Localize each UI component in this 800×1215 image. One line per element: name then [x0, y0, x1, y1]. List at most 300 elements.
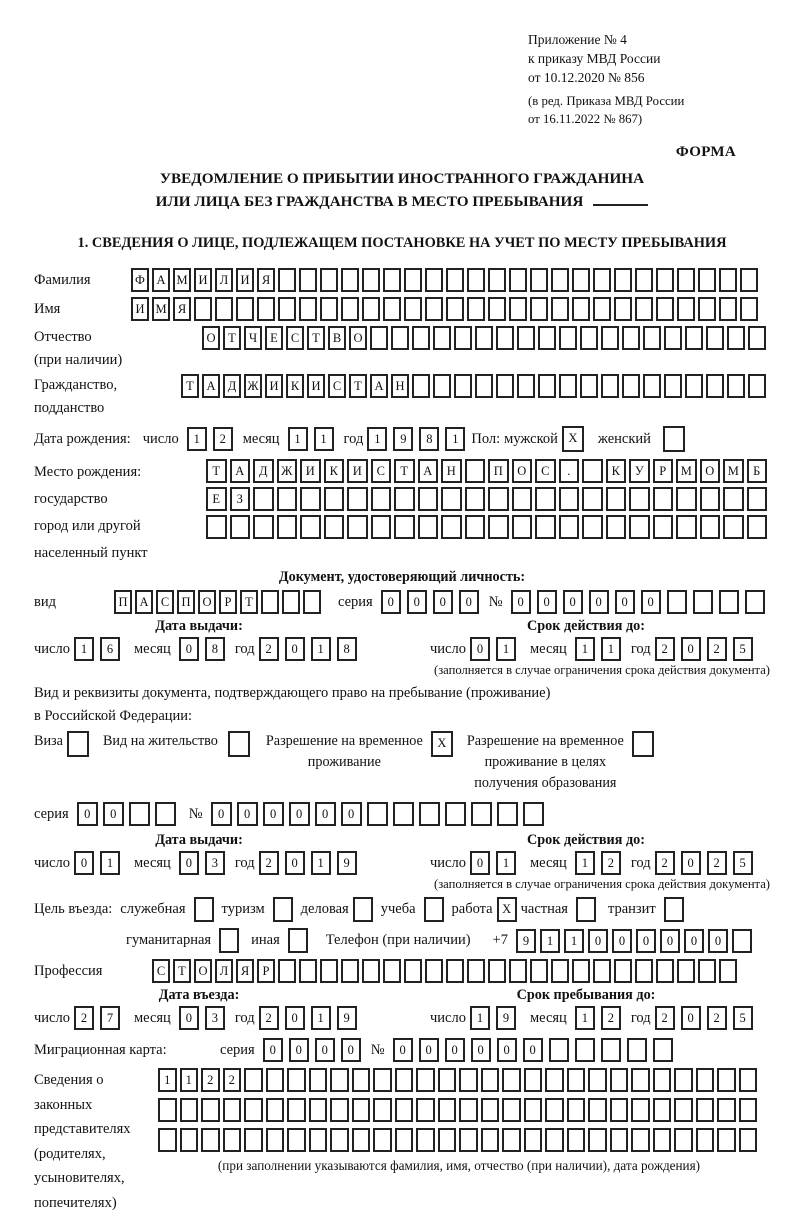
char-cell[interactable] — [278, 268, 296, 292]
char-cell[interactable] — [394, 515, 415, 539]
char-cell[interactable]: 2 — [601, 851, 621, 875]
char-cell[interactable]: 0 — [497, 1038, 517, 1062]
char-cell[interactable] — [404, 268, 422, 292]
char-cell[interactable]: 0 — [470, 637, 490, 661]
char-cell[interactable] — [287, 1128, 306, 1152]
char-cell[interactable] — [535, 487, 556, 511]
char-cell[interactable] — [582, 459, 603, 483]
char-cell[interactable]: Т — [307, 326, 325, 350]
char-cell[interactable] — [287, 1068, 306, 1092]
char-cell[interactable] — [656, 268, 674, 292]
char-cell[interactable]: 0 — [74, 851, 94, 875]
char-cell[interactable] — [502, 1098, 521, 1122]
char-cell[interactable]: 2 — [707, 1006, 727, 1030]
char-cell[interactable] — [575, 1038, 595, 1062]
char-cell[interactable]: Т — [394, 459, 415, 483]
char-cell[interactable]: 0 — [660, 929, 680, 953]
char-cell[interactable]: О — [202, 326, 220, 350]
char-cell[interactable] — [371, 487, 392, 511]
char-cell[interactable] — [601, 374, 619, 398]
char-cell[interactable] — [622, 374, 640, 398]
char-cell[interactable]: 0 — [289, 1038, 309, 1062]
char-cell[interactable] — [404, 297, 422, 321]
char-cell[interactable] — [288, 928, 308, 953]
char-cell[interactable] — [719, 590, 739, 614]
char-cell[interactable] — [367, 802, 388, 826]
char-cell[interactable]: И — [300, 459, 321, 483]
char-cell[interactable] — [606, 487, 627, 511]
char-cell[interactable]: Н — [391, 374, 409, 398]
char-cell[interactable]: 0 — [285, 1006, 305, 1030]
char-cell[interactable] — [656, 959, 674, 983]
char-cell[interactable]: 7 — [100, 1006, 120, 1030]
char-cell[interactable] — [512, 515, 533, 539]
char-cell[interactable]: 0 — [315, 1038, 335, 1062]
char-cell[interactable] — [330, 1098, 349, 1122]
char-cell[interactable] — [509, 297, 527, 321]
char-cell[interactable] — [677, 297, 695, 321]
char-cell[interactable] — [551, 297, 569, 321]
char-cell[interactable] — [352, 1068, 371, 1092]
char-cell[interactable] — [567, 1068, 586, 1092]
char-cell[interactable] — [656, 297, 674, 321]
char-cell[interactable] — [438, 1098, 457, 1122]
char-cell[interactable] — [524, 1098, 543, 1122]
char-cell[interactable] — [362, 268, 380, 292]
char-cell[interactable] — [459, 1068, 478, 1092]
char-cell[interactable]: 0 — [179, 851, 199, 875]
char-cell[interactable]: 0 — [237, 802, 258, 826]
char-cell[interactable]: 1 — [601, 637, 621, 661]
char-cell[interactable] — [228, 731, 250, 757]
char-cell[interactable] — [180, 1128, 199, 1152]
char-cell[interactable]: 2 — [223, 1068, 242, 1092]
char-cell[interactable]: 1 — [564, 929, 584, 953]
char-cell[interactable] — [299, 268, 317, 292]
char-cell[interactable]: 9 — [496, 1006, 516, 1030]
char-cell[interactable]: X — [562, 426, 584, 452]
char-cell[interactable]: 0 — [681, 851, 701, 875]
char-cell[interactable] — [418, 487, 439, 511]
char-cell[interactable] — [653, 1068, 672, 1092]
char-cell[interactable]: 8 — [337, 637, 357, 661]
char-cell[interactable]: 5 — [733, 851, 753, 875]
char-cell[interactable] — [740, 268, 758, 292]
char-cell[interactable] — [299, 297, 317, 321]
char-cell[interactable] — [373, 1068, 392, 1092]
char-cell[interactable] — [739, 1098, 758, 1122]
char-cell[interactable]: 9 — [337, 851, 357, 875]
char-cell[interactable] — [215, 297, 233, 321]
char-cell[interactable] — [538, 374, 556, 398]
char-cell[interactable]: 0 — [341, 1038, 361, 1062]
char-cell[interactable]: 0 — [433, 590, 453, 614]
char-cell[interactable]: А — [152, 268, 170, 292]
char-cell[interactable] — [614, 959, 632, 983]
char-cell[interactable]: 1 — [575, 851, 595, 875]
char-cell[interactable] — [559, 487, 580, 511]
char-cell[interactable] — [347, 515, 368, 539]
char-cell[interactable] — [551, 959, 569, 983]
char-cell[interactable] — [194, 897, 214, 922]
char-cell[interactable] — [748, 374, 766, 398]
char-cell[interactable]: 0 — [708, 929, 728, 953]
char-cell[interactable]: А — [370, 374, 388, 398]
char-cell[interactable] — [698, 959, 716, 983]
char-cell[interactable] — [303, 590, 321, 614]
char-cell[interactable] — [653, 515, 674, 539]
char-cell[interactable] — [502, 1128, 521, 1152]
char-cell[interactable] — [300, 515, 321, 539]
char-cell[interactable]: 1 — [367, 427, 387, 451]
char-cell[interactable]: 0 — [511, 590, 531, 614]
char-cell[interactable]: 0 — [263, 802, 284, 826]
char-cell[interactable] — [446, 959, 464, 983]
char-cell[interactable] — [481, 1098, 500, 1122]
char-cell[interactable]: З — [230, 487, 251, 511]
char-cell[interactable]: 1 — [470, 1006, 490, 1030]
char-cell[interactable]: К — [286, 374, 304, 398]
char-cell[interactable] — [324, 515, 345, 539]
char-cell[interactable]: Л — [215, 268, 233, 292]
char-cell[interactable]: О — [700, 459, 721, 483]
char-cell[interactable]: И — [131, 297, 149, 321]
char-cell[interactable] — [538, 326, 556, 350]
char-cell[interactable] — [530, 268, 548, 292]
char-cell[interactable] — [194, 297, 212, 321]
char-cell[interactable] — [454, 374, 472, 398]
char-cell[interactable] — [459, 1098, 478, 1122]
char-cell[interactable] — [685, 326, 703, 350]
char-cell[interactable] — [601, 326, 619, 350]
char-cell[interactable] — [454, 326, 472, 350]
char-cell[interactable]: Т — [240, 590, 258, 614]
char-cell[interactable] — [696, 1098, 715, 1122]
char-cell[interactable] — [445, 802, 466, 826]
char-cell[interactable]: . — [559, 459, 580, 483]
char-cell[interactable] — [425, 959, 443, 983]
char-cell[interactable] — [572, 959, 590, 983]
char-cell[interactable] — [676, 487, 697, 511]
char-cell[interactable]: Я — [236, 959, 254, 983]
char-cell[interactable]: 0 — [563, 590, 583, 614]
char-cell[interactable]: 2 — [201, 1068, 220, 1092]
char-cell[interactable]: X — [431, 731, 453, 757]
char-cell[interactable]: П — [114, 590, 132, 614]
char-cell[interactable]: Ф — [131, 268, 149, 292]
char-cell[interactable] — [158, 1098, 177, 1122]
char-cell[interactable] — [352, 1128, 371, 1152]
char-cell[interactable] — [635, 268, 653, 292]
char-cell[interactable] — [180, 1098, 199, 1122]
char-cell[interactable] — [631, 1098, 650, 1122]
char-cell[interactable]: 0 — [393, 1038, 413, 1062]
char-cell[interactable]: 0 — [681, 637, 701, 661]
char-cell[interactable] — [497, 802, 518, 826]
char-cell[interactable] — [383, 959, 401, 983]
char-cell[interactable] — [551, 268, 569, 292]
char-cell[interactable]: 0 — [615, 590, 635, 614]
char-cell[interactable] — [593, 297, 611, 321]
char-cell[interactable] — [419, 802, 440, 826]
char-cell[interactable] — [677, 959, 695, 983]
char-cell[interactable] — [433, 326, 451, 350]
char-cell[interactable] — [706, 326, 724, 350]
char-cell[interactable] — [567, 1128, 586, 1152]
char-cell[interactable]: Е — [265, 326, 283, 350]
char-cell[interactable]: О — [349, 326, 367, 350]
char-cell[interactable]: Т — [173, 959, 191, 983]
char-cell[interactable] — [441, 487, 462, 511]
char-cell[interactable]: Я — [173, 297, 191, 321]
char-cell[interactable]: 5 — [733, 637, 753, 661]
char-cell[interactable]: 1 — [311, 637, 331, 661]
char-cell[interactable] — [488, 268, 506, 292]
char-cell[interactable]: 0 — [684, 929, 704, 953]
char-cell[interactable] — [572, 268, 590, 292]
char-cell[interactable] — [614, 297, 632, 321]
char-cell[interactable]: 0 — [315, 802, 336, 826]
char-cell[interactable] — [467, 268, 485, 292]
char-cell[interactable] — [523, 802, 544, 826]
char-cell[interactable] — [747, 487, 768, 511]
char-cell[interactable] — [723, 515, 744, 539]
char-cell[interactable] — [576, 897, 596, 922]
char-cell[interactable] — [667, 590, 687, 614]
char-cell[interactable] — [373, 1098, 392, 1122]
char-cell[interactable]: 2 — [259, 637, 279, 661]
char-cell[interactable]: С — [371, 459, 392, 483]
char-cell[interactable] — [610, 1068, 629, 1092]
char-cell[interactable] — [732, 929, 752, 953]
char-cell[interactable] — [582, 487, 603, 511]
char-cell[interactable] — [446, 268, 464, 292]
char-cell[interactable] — [425, 297, 443, 321]
char-cell[interactable]: 2 — [707, 851, 727, 875]
char-cell[interactable] — [509, 268, 527, 292]
char-cell[interactable] — [653, 1128, 672, 1152]
char-cell[interactable]: Л — [215, 959, 233, 983]
char-cell[interactable] — [488, 297, 506, 321]
char-cell[interactable]: И — [236, 268, 254, 292]
char-cell[interactable] — [559, 326, 577, 350]
char-cell[interactable] — [395, 1068, 414, 1092]
char-cell[interactable] — [674, 1068, 693, 1092]
char-cell[interactable] — [653, 1038, 673, 1062]
char-cell[interactable] — [488, 487, 509, 511]
char-cell[interactable]: 0 — [381, 590, 401, 614]
char-cell[interactable] — [412, 326, 430, 350]
char-cell[interactable]: П — [177, 590, 195, 614]
char-cell[interactable] — [545, 1068, 564, 1092]
char-cell[interactable] — [698, 297, 716, 321]
char-cell[interactable] — [629, 487, 650, 511]
char-cell[interactable] — [727, 374, 745, 398]
char-cell[interactable]: 3 — [205, 851, 225, 875]
char-cell[interactable]: 2 — [601, 1006, 621, 1030]
char-cell[interactable] — [677, 268, 695, 292]
char-cell[interactable] — [309, 1098, 328, 1122]
char-cell[interactable]: Т — [349, 374, 367, 398]
char-cell[interactable]: 0 — [445, 1038, 465, 1062]
char-cell[interactable]: 1 — [445, 427, 465, 451]
char-cell[interactable] — [717, 1098, 736, 1122]
char-cell[interactable] — [739, 1068, 758, 1092]
char-cell[interactable]: 2 — [655, 637, 675, 661]
char-cell[interactable]: 0 — [407, 590, 427, 614]
char-cell[interactable] — [676, 515, 697, 539]
char-cell[interactable] — [632, 731, 654, 757]
char-cell[interactable]: А — [418, 459, 439, 483]
char-cell[interactable] — [459, 1128, 478, 1152]
char-cell[interactable] — [643, 374, 661, 398]
char-cell[interactable]: 0 — [103, 802, 124, 826]
char-cell[interactable] — [324, 487, 345, 511]
char-cell[interactable] — [693, 590, 713, 614]
char-cell[interactable]: 2 — [655, 1006, 675, 1030]
char-cell[interactable] — [282, 590, 300, 614]
char-cell[interactable]: 8 — [419, 427, 439, 451]
char-cell[interactable]: 0 — [341, 802, 362, 826]
char-cell[interactable] — [330, 1128, 349, 1152]
char-cell[interactable] — [706, 374, 724, 398]
char-cell[interactable] — [475, 326, 493, 350]
char-cell[interactable] — [559, 515, 580, 539]
char-cell[interactable]: 0 — [77, 802, 98, 826]
char-cell[interactable] — [257, 297, 275, 321]
char-cell[interactable] — [745, 590, 765, 614]
char-cell[interactable]: 1 — [575, 1006, 595, 1030]
char-cell[interactable] — [362, 959, 380, 983]
char-cell[interactable] — [438, 1128, 457, 1152]
char-cell[interactable] — [299, 959, 317, 983]
char-cell[interactable] — [223, 1128, 242, 1152]
char-cell[interactable]: М — [173, 268, 191, 292]
char-cell[interactable] — [416, 1098, 435, 1122]
char-cell[interactable] — [277, 515, 298, 539]
char-cell[interactable] — [502, 1068, 521, 1092]
char-cell[interactable] — [467, 959, 485, 983]
char-cell[interactable]: 0 — [588, 929, 608, 953]
char-cell[interactable] — [309, 1068, 328, 1092]
char-cell[interactable]: 1 — [100, 851, 120, 875]
char-cell[interactable]: 0 — [681, 1006, 701, 1030]
char-cell[interactable]: 0 — [471, 1038, 491, 1062]
char-cell[interactable]: 5 — [733, 1006, 753, 1030]
char-cell[interactable]: С — [286, 326, 304, 350]
char-cell[interactable] — [643, 326, 661, 350]
char-cell[interactable]: С — [328, 374, 346, 398]
char-cell[interactable] — [219, 928, 239, 953]
char-cell[interactable] — [488, 959, 506, 983]
char-cell[interactable] — [606, 515, 627, 539]
char-cell[interactable] — [727, 326, 745, 350]
char-cell[interactable] — [588, 1068, 607, 1092]
char-cell[interactable] — [467, 297, 485, 321]
char-cell[interactable]: 0 — [523, 1038, 543, 1062]
char-cell[interactable] — [353, 897, 373, 922]
char-cell[interactable] — [395, 1098, 414, 1122]
char-cell[interactable] — [635, 959, 653, 983]
char-cell[interactable] — [530, 959, 548, 983]
char-cell[interactable] — [465, 515, 486, 539]
char-cell[interactable] — [601, 1038, 621, 1062]
char-cell[interactable] — [341, 297, 359, 321]
char-cell[interactable] — [700, 487, 721, 511]
char-cell[interactable] — [517, 326, 535, 350]
char-cell[interactable] — [320, 959, 338, 983]
char-cell[interactable] — [371, 515, 392, 539]
char-cell[interactable]: 1 — [575, 637, 595, 661]
char-cell[interactable] — [496, 374, 514, 398]
char-cell[interactable] — [610, 1128, 629, 1152]
char-cell[interactable] — [629, 515, 650, 539]
char-cell[interactable] — [488, 515, 509, 539]
char-cell[interactable] — [438, 1068, 457, 1092]
char-cell[interactable]: 2 — [74, 1006, 94, 1030]
char-cell[interactable] — [404, 959, 422, 983]
char-cell[interactable] — [341, 268, 359, 292]
char-cell[interactable] — [158, 1128, 177, 1152]
char-cell[interactable] — [412, 374, 430, 398]
char-cell[interactable] — [230, 515, 251, 539]
char-cell[interactable] — [739, 1128, 758, 1152]
char-cell[interactable] — [559, 374, 577, 398]
char-cell[interactable]: 9 — [516, 929, 536, 953]
char-cell[interactable]: Я — [257, 268, 275, 292]
char-cell[interactable]: 2 — [655, 851, 675, 875]
char-cell[interactable] — [496, 326, 514, 350]
char-cell[interactable]: Р — [653, 459, 674, 483]
char-cell[interactable] — [446, 297, 464, 321]
char-cell[interactable]: С — [535, 459, 556, 483]
char-cell[interactable] — [330, 1068, 349, 1092]
char-cell[interactable] — [685, 374, 703, 398]
char-cell[interactable]: 0 — [179, 637, 199, 661]
char-cell[interactable] — [441, 515, 462, 539]
char-cell[interactable] — [580, 374, 598, 398]
char-cell[interactable]: 0 — [419, 1038, 439, 1062]
char-cell[interactable] — [352, 1098, 371, 1122]
char-cell[interactable] — [700, 515, 721, 539]
char-cell[interactable] — [582, 515, 603, 539]
char-cell[interactable] — [362, 297, 380, 321]
char-cell[interactable]: В — [328, 326, 346, 350]
char-cell[interactable]: 0 — [589, 590, 609, 614]
char-cell[interactable] — [341, 959, 359, 983]
char-cell[interactable]: И — [194, 268, 212, 292]
char-cell[interactable] — [273, 897, 293, 922]
char-cell[interactable]: М — [723, 459, 744, 483]
char-cell[interactable] — [244, 1128, 263, 1152]
char-cell[interactable]: 1 — [158, 1068, 177, 1092]
char-cell[interactable] — [253, 515, 274, 539]
char-cell[interactable] — [347, 487, 368, 511]
char-cell[interactable] — [300, 487, 321, 511]
char-cell[interactable] — [698, 268, 716, 292]
char-cell[interactable] — [278, 959, 296, 983]
char-cell[interactable] — [631, 1128, 650, 1152]
char-cell[interactable]: 2 — [707, 637, 727, 661]
char-cell[interactable]: X — [497, 897, 517, 922]
char-cell[interactable] — [475, 374, 493, 398]
char-cell[interactable]: К — [606, 459, 627, 483]
char-cell[interactable] — [424, 897, 444, 922]
char-cell[interactable] — [236, 297, 254, 321]
char-cell[interactable]: 2 — [259, 1006, 279, 1030]
char-cell[interactable]: К — [324, 459, 345, 483]
char-cell[interactable]: П — [488, 459, 509, 483]
